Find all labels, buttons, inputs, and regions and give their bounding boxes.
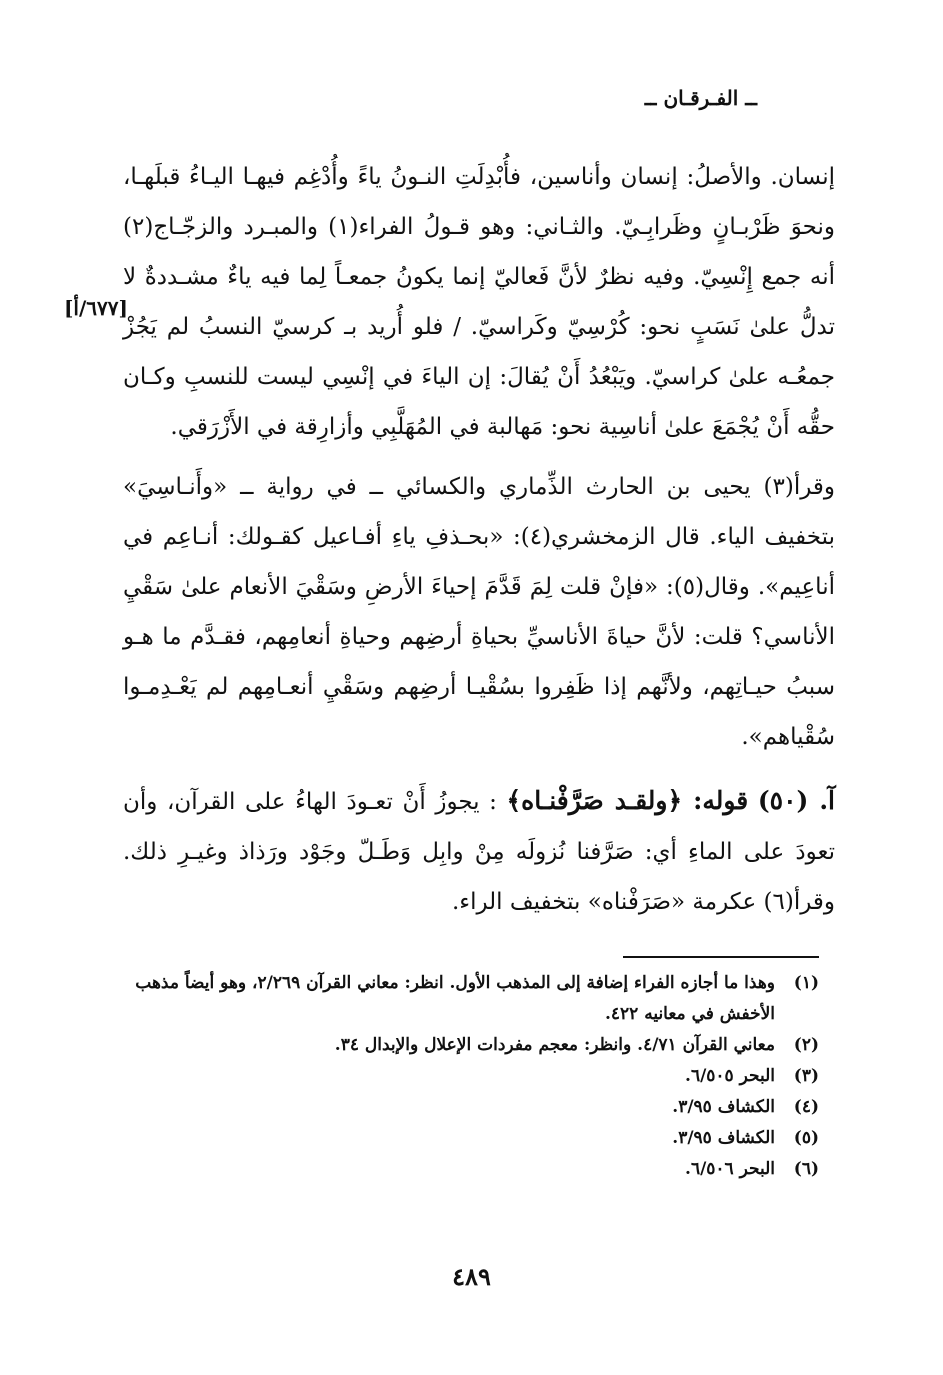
footnote-text: وهذا ما أجازه الفراء إضافة إلى المذهب الأول. انظر: معاني القرآن ٢/٢٦٩، وهو أيضاً مذهب الأخفش في معانيه ٤٢٢. xyxy=(135,973,775,1024)
footnote-number: (٢) xyxy=(793,1035,819,1055)
page-number: ٤٨٩ xyxy=(452,1262,491,1291)
footnote-number: (٦) xyxy=(793,1159,819,1179)
footnote-text: البحر ٦/٥٠٦. xyxy=(685,1159,775,1179)
paragraph-1: إنسان. والأصلُ: إنسان وأناسين، فأُبْدِلَتِ النـونُ ياءً وأُدْغِم فيهـا اليـاءُ قبلَهـا، ونحوَ ظَرْبـانٍ وظَرابِـيّ. والثـاني: وهو قـولُ الفراء(١) والمبـرد والزجّـاج(٢) أنه جمع إِنْسِيّ. وفيه نظرٌ لأنَّ فَعاليّ إنما يكونُ جمعـاً لِما فيه ياءٌ مشـددةٌ لا تدلُّ علىٰ نَسَبٍ نحو: كُرْسِيّ وكَراسيّ. / فلو أُريد بـ كرسيّ النسبُ لم يَجُزْ جمعُـه علىٰ كراسيّ. ويَبْعُدُ أَنْ يُقالَ: إن الياءَ في إنْسِي ليست للنسبِ وكـان حقُّه أَنْ يُجْمَعَ علىٰ أناسِية نحو: مَهالبة في المُهَلَّبِي وأزارِقة في الأَزْرَقي. xyxy=(123,164,835,440)
running-head: ــ الفـرقـان ــ xyxy=(644,86,757,110)
verse-paragraph xyxy=(123,776,835,927)
verse-commentary: : يجوزُ أَنْ تعـودَ الهاءُ على القرآن، وأن تعودَ على الماءِ أي: صَرَّفنا نُزولَه مِنْ وابِل وَطَـلّ وجَوْد ورَذاذ وغيـرِ ذلك. وقرأ(٦) عكرمة «صَرَفْناه» بتخفيف الراء. xyxy=(123,789,835,915)
footnote-text: معاني القرآن ٤/٧١. وانظر: معجم مفردات الإعلال والإبدال ٣٤. xyxy=(334,1035,775,1055)
footnotes-list xyxy=(119,968,819,1185)
footnote-text: الكشاف ٣/٩٥. xyxy=(672,1097,775,1117)
footnote-text: البحر ٦/٥٠٥. xyxy=(685,1066,775,1086)
footnote-5 xyxy=(119,1123,819,1154)
footnote-number: (٣) xyxy=(793,1066,819,1086)
paragraph-2: وقرأ(٣) يحيى بن الحارث الذِّماري والكسائي ــ في رواية ــ «وأَنـاسِيَ» بتخفيف الياء. قال الزمخشري(٤): «بحـذفِ ياءِ أفـاعيل كقـولك: أنـاعِم في أناعِيم». وقال(٥): «فإنْ قلت لِمَ قَدَّمَ إحياءَ الأرضِ وسَقْيَ الأنعام علىٰ سَقْيِ الأناسي؟ قلت: لأنَّ حياةَ الأناسيِّ بحياةِ أرضِهم وحياةِ أنعامِهم، فقـدَّم ما هـو سببُ حيـاتِهم، ولأنَّهم إذا ظَفِروا بسُقْيـا أرضِهم وسَقْيِ أنعـامِهم لم يَعْـدِمـوا سُقْياهم». xyxy=(123,474,835,750)
footnote-1 xyxy=(119,968,819,1030)
footnote-number: (١) xyxy=(793,973,819,993)
folio-marker: [٦٧٧/أ] xyxy=(63,296,128,320)
footnote-text: الكشاف ٣/٩٥. xyxy=(672,1128,775,1148)
verse-number: آ. (٥٠) xyxy=(757,786,835,815)
footnote-4 xyxy=(119,1092,819,1123)
footnote-3 xyxy=(119,1061,819,1092)
footnote-2 xyxy=(119,1030,819,1061)
footnote-number: (٤) xyxy=(793,1097,819,1117)
footnote-number: (٥) xyxy=(793,1128,819,1148)
footnote-separator xyxy=(623,956,819,958)
verse-lead: قوله: ﴿ولقـد صَرَّفْنـاه﴾ xyxy=(506,786,749,815)
footnote-6 xyxy=(119,1154,819,1185)
